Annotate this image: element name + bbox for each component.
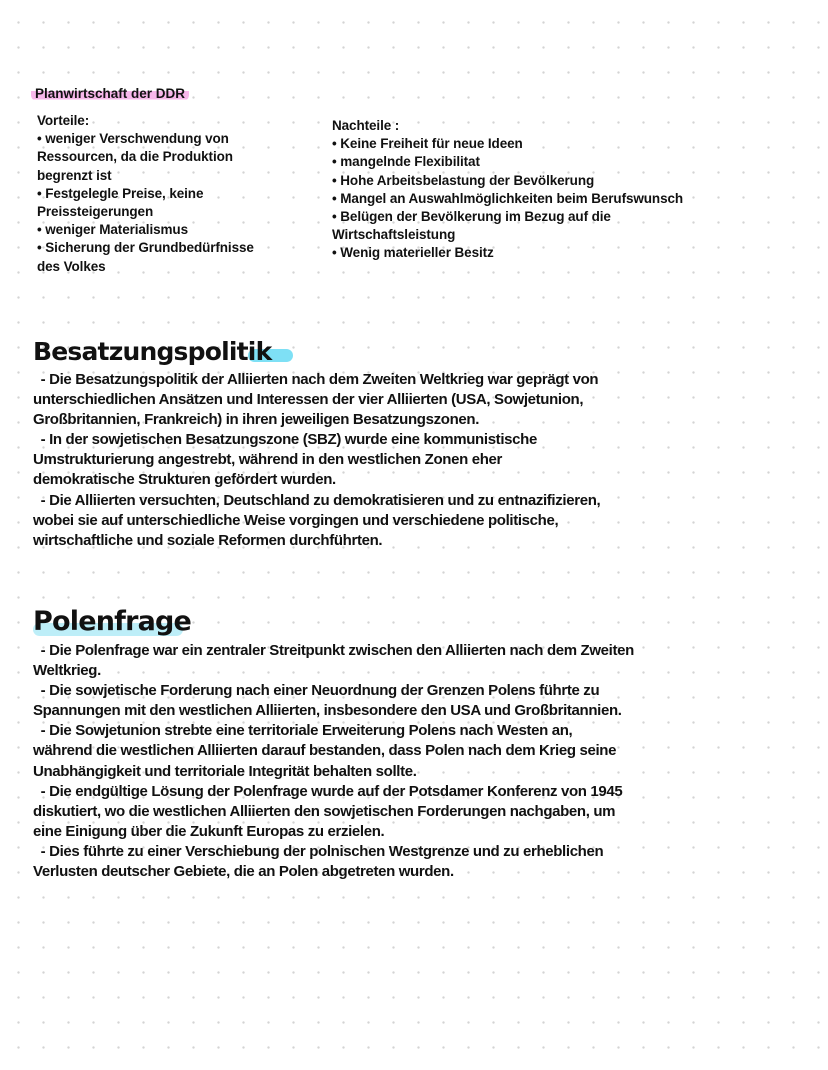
- paragraph-line: - Die Alliierten versuchten, Deutschland zu demokratisieren und zu entnazifizieren,: [33, 491, 601, 509]
- paragraph-line: Weltkrieg.: [33, 662, 101, 680]
- paragraph-line: demokratische Strukturen gefördert wurden.: [33, 471, 336, 489]
- list-item: • Sicherung der Grundbedürfnisse: [37, 240, 254, 256]
- paragraph-line: Umstrukturierung angestrebt, während in den westlichen Zonen eher: [33, 451, 502, 469]
- list-item: • weniger Materialismus: [37, 222, 188, 238]
- list-item: begrenzt ist: [37, 167, 112, 183]
- paragraph-line: Unabhängigkeit und territoriale Integrität behalten sollte.: [33, 762, 417, 780]
- paragraph-line: diskutiert, wo die westlichen Alliierten den sowjetischen Forderungen nachgaben, um: [33, 802, 616, 820]
- list-item: • weniger Verschwendung von: [37, 131, 229, 147]
- list-item: • mangelnde Flexibilitat: [332, 154, 480, 170]
- nachteile-list: [332, 117, 683, 263]
- list-item: • Keine Freiheit für neue Ideen: [332, 136, 523, 152]
- paragraph-line: wirtschaftliche und soziale Reformen durchführten.: [33, 531, 383, 549]
- polenfrage-title: Polenfrage: [33, 606, 192, 637]
- list-item: des Volkes: [37, 258, 106, 274]
- list-item: Preissteigerungen: [37, 204, 154, 220]
- list-item: • Festgelegle Preise, keine: [37, 185, 204, 201]
- polenfrage-heading-wrap: [33, 607, 191, 637]
- vorteile-heading: Vorteile:: [37, 113, 90, 128]
- paragraph-line: - Die Polenfrage war ein zentraler Streitpunkt zwischen den Alliierten nach dem Zweiten: [33, 642, 634, 659]
- list-item: Ressourcen, da die Produktion: [37, 149, 233, 165]
- paragraph-line: - Dies führte zu einer Verschiebung der polnischen Westgrenze und zu erheblichen: [33, 842, 604, 860]
- paragraph-line: wobei sie auf unterschiedliche Weise vorgingen und verschiedene politische,: [33, 511, 559, 529]
- paragraph-line: eine Einigung über die Zukunft Europas zu erzielen.: [33, 822, 385, 840]
- list-item: • Mangel an Auswahlmöglichkeiten beim Berufswunsch: [332, 190, 684, 206]
- paragraph-line: Großbritannien, Frankreich) in ihren jeweiligen Besatzungszonen.: [33, 411, 480, 429]
- section-planwirtschaft: [31, 85, 189, 103]
- paragraph-line: - Die sowjetische Forderung nach einer Neuordnung der Grenzen Polens führte zu: [33, 682, 600, 700]
- paragraph-line: Verlusten deutscher Gebiete, die an Polen abgetreten wurden.: [33, 863, 454, 881]
- besatzungspolitik-text: [33, 370, 600, 551]
- besatzungspolitik-title: Besatzungspolitik: [33, 337, 272, 366]
- paragraph-line: - Die endgültige Lösung der Polenfrage wurde auf der Potsdamer Konferenz von 1945: [33, 782, 623, 800]
- planwirtschaft-title: Planwirtschaft der DDR: [31, 86, 189, 101]
- paragraph-line: - Die Sowjetunion strebte eine territoriale Erweiterung Polens nach Westen an,: [33, 722, 573, 740]
- list-item: Wirtschaftsleistung: [332, 227, 456, 243]
- paragraph-line: während die westlichen Alliierten darauf bestanden, dass Polen nach dem Krieg seine: [33, 742, 617, 760]
- list-item: • Hohe Arbeitsbelastung der Bevölkerung: [332, 172, 595, 188]
- paragraph-line: - Die Besatzungspolitik der Alliierten nach dem Zweiten Weltkrieg war geprägt von: [33, 371, 599, 388]
- paragraph-line: Spannungen mit den westlichen Alliierten, insbesondere den USA und Großbritannien.: [33, 702, 622, 720]
- vorteile-list: [37, 112, 254, 276]
- list-item: • Belügen der Bevölkerung im Bezug auf die: [332, 209, 611, 225]
- list-item: • Wenig materieller Besitz: [332, 245, 494, 261]
- paragraph-line: - In der sowjetischen Besatzungszone (SBZ) wurde eine kommunistische: [33, 431, 537, 449]
- besatzungspolitik-heading-wrap: [33, 337, 271, 367]
- paragraph-line: unterschiedlichen Ansätzen und Interessen der vier Alliierten (USA, Sowjetunion,: [33, 391, 584, 409]
- polenfrage-text: [33, 641, 634, 882]
- nachteile-heading: Nachteile :: [332, 118, 400, 133]
